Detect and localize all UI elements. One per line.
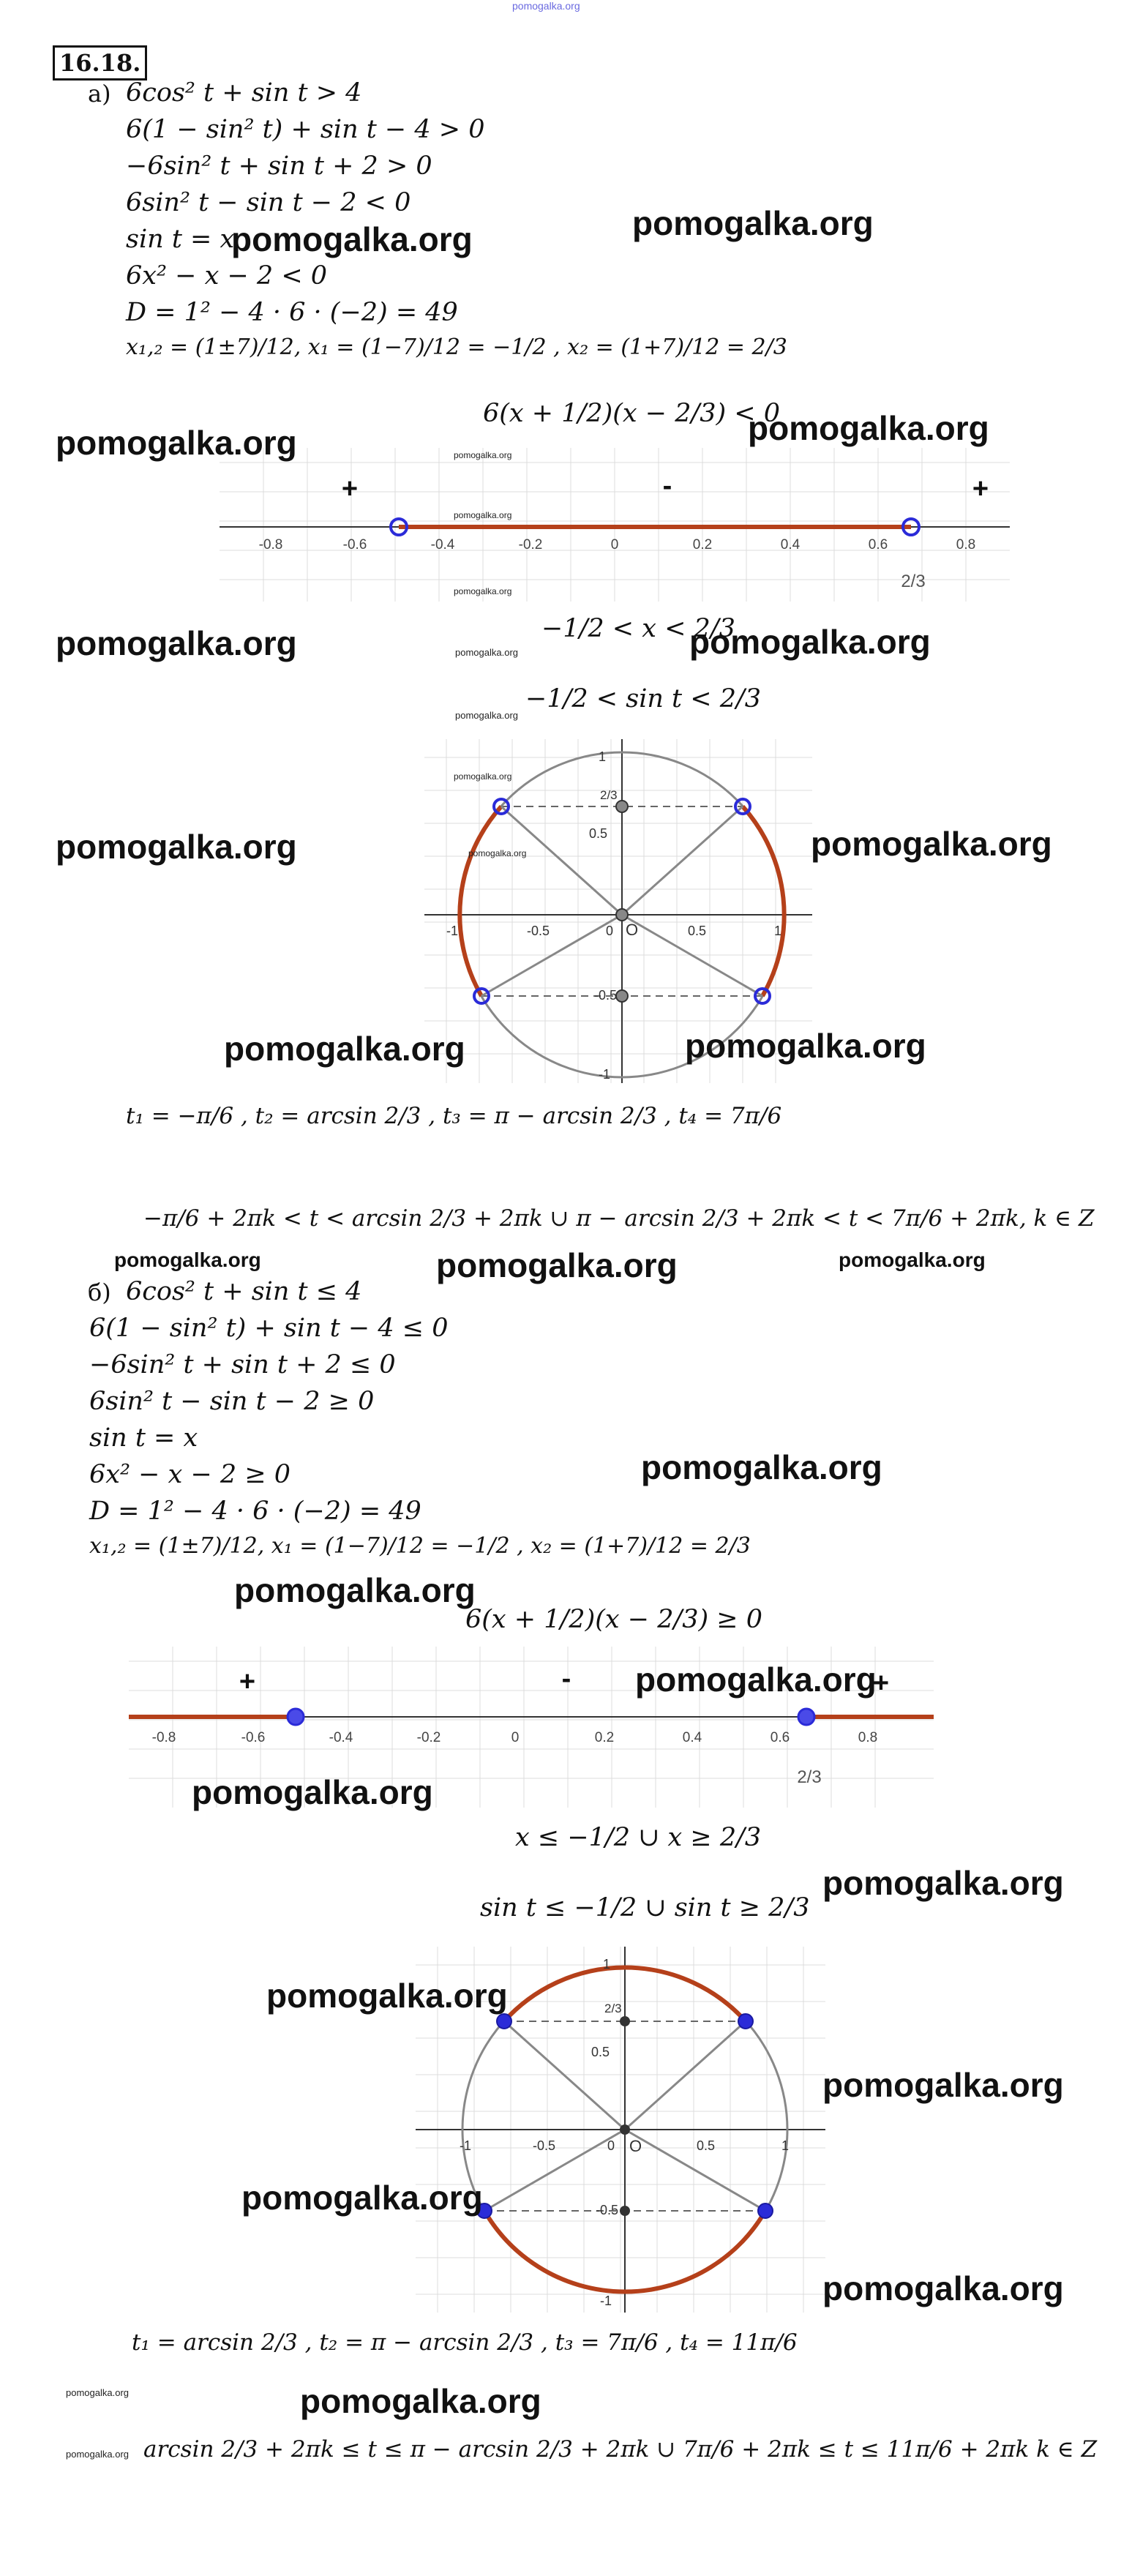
part-a-solution-x: −1/2 < x < 2/3 bbox=[541, 614, 735, 643]
part-b-answer: arcsin 2/3 + 2πk ≤ t ≤ π − arcsin 2/3 + 2πk ∪ 7π/6 + 2πk ≤ t ≤ 11π/6 + 2πk k ∈ Z bbox=[143, 2436, 1098, 2463]
svg-text:0.5: 0.5 bbox=[688, 924, 707, 938]
part-b-line-6: 6x² − x − 2 ≥ 0 bbox=[89, 1460, 291, 1489]
svg-text:2/3: 2/3 bbox=[604, 2002, 622, 2015]
svg-text:0.8: 0.8 bbox=[858, 1730, 878, 1745]
tick-label: -0.2 bbox=[518, 537, 543, 553]
watermark: pomogalka.org bbox=[689, 623, 931, 661]
tick-label: 0.6 bbox=[868, 537, 888, 553]
svg-text:+: + bbox=[872, 1668, 890, 1699]
tick-label: -0.4 bbox=[430, 537, 455, 553]
part-a-label: а) bbox=[88, 80, 111, 108]
part-a-line-4: 6sin² t − sin t − 2 < 0 bbox=[126, 188, 411, 217]
watermark: pomogalka.org bbox=[266, 1977, 508, 2015]
arc-solution bbox=[460, 806, 501, 996]
svg-text:0.6: 0.6 bbox=[770, 1730, 790, 1745]
closed-point-neg-half bbox=[288, 1709, 304, 1725]
svg-text:2/3: 2/3 bbox=[600, 788, 618, 802]
svg-text:pomogalka.org: pomogalka.org bbox=[468, 848, 527, 858]
watermark: pomogalka.org bbox=[822, 2269, 1064, 2307]
svg-text:+: + bbox=[239, 1666, 256, 1697]
watermark-small: pomogalka.org bbox=[454, 450, 512, 460]
sign-plus-right: + bbox=[972, 473, 989, 504]
watermark-small: pomogalka.org bbox=[455, 647, 518, 658]
svg-text:-1: -1 bbox=[446, 924, 459, 938]
svg-text:-0.5: -0.5 bbox=[533, 2138, 556, 2153]
watermark-small: pomogalka.org bbox=[455, 710, 518, 721]
watermark: pomogalka.org bbox=[224, 1030, 465, 1068]
watermark-small: pomogalka.org bbox=[454, 510, 512, 520]
part-b-line-8: x₁,₂ = (1±7)/12, x₁ = (1−7)/12 = −1/2 , x₂ = (1+7)/12 = 2/3 bbox=[89, 1533, 751, 1559]
watermark: pomogalka.org bbox=[748, 409, 989, 447]
watermark: pomogalka.org bbox=[632, 204, 874, 242]
svg-text:1: 1 bbox=[599, 749, 607, 764]
watermark-small: pomogalka.org bbox=[66, 2449, 129, 2460]
svg-text:-0.2: -0.2 bbox=[416, 1730, 441, 1745]
part-b-factored: 6(x + 1/2)(x − 2/3) ≥ 0 bbox=[465, 1605, 763, 1634]
svg-text:-1: -1 bbox=[600, 2294, 612, 2308]
svg-text:2/3: 2/3 bbox=[797, 1767, 822, 1787]
part-a-line-8: x₁,₂ = (1±7)/12, x₁ = (1−7)/12 = −1/2 , x₂ = (1+7)/12 = 2/3 bbox=[126, 334, 787, 360]
part-b-solution-x: x ≤ −1/2 ∪ x ≥ 2/3 bbox=[515, 1823, 762, 1852]
svg-text:0.5: 0.5 bbox=[697, 2138, 716, 2153]
svg-text:1: 1 bbox=[781, 2138, 790, 2153]
watermark: pomogalka.org bbox=[300, 2382, 541, 2420]
svg-text:1: 1 bbox=[774, 924, 782, 938]
part-a-t-values: t₁ = −π/6 , t₂ = arcsin 2/3 , t₃ = π − arcsin 2/3 , t₄ = 7π/6 bbox=[126, 1103, 782, 1129]
svg-text:0.2: 0.2 bbox=[594, 1730, 615, 1745]
tick-label: 0.2 bbox=[692, 537, 713, 553]
svg-text:-0.8: -0.8 bbox=[151, 1730, 176, 1745]
watermark: pomogalka.org bbox=[641, 1448, 882, 1486]
svg-text:0.5: 0.5 bbox=[589, 826, 608, 841]
part-b-line-3: −6sin² t + sin t + 2 ≤ 0 bbox=[89, 1350, 396, 1379]
watermark-small: pomogalka.org bbox=[66, 2387, 129, 2398]
part-b-line-1: 6cos² t + sin t ≤ 4 bbox=[126, 1277, 362, 1306]
svg-text:1: 1 bbox=[603, 1957, 611, 1972]
numberline-a bbox=[220, 448, 1010, 602]
part-a-factored: 6(x + 1/2)(x − 2/3) < 0 bbox=[483, 399, 781, 428]
tick-label: 0.4 bbox=[780, 537, 801, 553]
part-a-answer: −π/6 + 2πk < t < arcsin 2/3 + 2πk ∪ π − arcsin 2/3 + 2πk < t < 7π/6 + 2πk, k ∈ Z bbox=[143, 1205, 1095, 1232]
svg-text:0: 0 bbox=[607, 2138, 615, 2153]
closed-point-two-thirds bbox=[798, 1709, 814, 1725]
watermark: pomogalka.org bbox=[114, 1248, 261, 1271]
watermark: pomogalka.org bbox=[234, 1571, 476, 1609]
part-b-line-2: 6(1 − sin² t) + sin t − 4 ≤ 0 bbox=[89, 1314, 449, 1343]
frac-label: 2/3 bbox=[901, 572, 926, 591]
site-link[interactable]: pomogalka.org bbox=[512, 0, 580, 12]
svg-text:0.4: 0.4 bbox=[682, 1730, 702, 1745]
tick-label: 0.8 bbox=[956, 537, 976, 553]
watermark: pomogalka.org bbox=[231, 220, 473, 258]
svg-text:0: 0 bbox=[511, 1730, 520, 1745]
part-a-line-7: D = 1² − 4 · 6 · (−2) = 49 bbox=[126, 298, 458, 327]
svg-text:O: O bbox=[626, 921, 639, 939]
svg-text:-0.5: -0.5 bbox=[527, 924, 550, 938]
part-b-label: б) bbox=[88, 1278, 111, 1306]
watermark: pomogalka.org bbox=[822, 2066, 1064, 2104]
arc-solution bbox=[743, 806, 784, 996]
part-b-solution-sin: sin t ≤ −1/2 ∪ sin t ≥ 2/3 bbox=[480, 1893, 810, 1922]
svg-text:O: O bbox=[629, 2137, 642, 2155]
svg-text:-1: -1 bbox=[599, 1067, 611, 1082]
sign-plus-left: + bbox=[341, 473, 359, 504]
tick-label: -0.6 bbox=[342, 537, 367, 553]
svg-text:-0.4: -0.4 bbox=[329, 1730, 353, 1745]
svg-text:-0.5: -0.5 bbox=[594, 988, 618, 1003]
part-a-line-3: −6sin² t + sin t + 2 > 0 bbox=[126, 151, 432, 181]
watermark: pomogalka.org bbox=[822, 1864, 1064, 1902]
svg-text:-0.6: -0.6 bbox=[241, 1730, 266, 1745]
watermark-small: pomogalka.org bbox=[454, 586, 512, 596]
tick-label: -0.8 bbox=[258, 537, 283, 553]
part-b-t-values: t₁ = arcsin 2/3 , t₂ = π − arcsin 2/3 , t₃ = 7π/6 , t₄ = 11π/6 bbox=[132, 2329, 798, 2356]
watermark: pomogalka.org bbox=[839, 1248, 986, 1271]
svg-text:-0.5: -0.5 bbox=[596, 2203, 619, 2217]
watermark: pomogalka.org bbox=[241, 2179, 483, 2217]
part-a-line-6: 6x² − x − 2 < 0 bbox=[126, 261, 328, 291]
watermark: pomogalka.org bbox=[436, 1246, 678, 1284]
part-a-line-5: sin t = x bbox=[126, 225, 235, 254]
part-b-line-4: 6sin² t − sin t − 2 ≥ 0 bbox=[89, 1387, 375, 1416]
svg-text:pomogalka.org: pomogalka.org bbox=[454, 771, 512, 782]
part-b-line-7: D = 1² − 4 · 6 · (−2) = 49 bbox=[89, 1497, 421, 1526]
part-a-line-1: 6cos² t + sin t > 4 bbox=[126, 78, 362, 108]
part-b-line-5: sin t = x bbox=[89, 1423, 198, 1453]
watermark: pomogalka.org bbox=[685, 1027, 926, 1065]
watermark: pomogalka.org bbox=[635, 1660, 877, 1699]
watermark: pomogalka.org bbox=[192, 1773, 433, 1811]
svg-text:-1: -1 bbox=[460, 2138, 472, 2153]
part-a-line-2: 6(1 − sin² t) + sin t − 4 > 0 bbox=[126, 115, 485, 144]
svg-text:0.5: 0.5 bbox=[591, 2045, 610, 2059]
problem-number: 16.18. bbox=[53, 45, 147, 80]
watermark: pomogalka.org bbox=[56, 624, 297, 662]
svg-text:-: - bbox=[561, 1663, 571, 1694]
svg-text:0: 0 bbox=[606, 924, 614, 938]
tick-label: 0 bbox=[610, 537, 619, 553]
watermark: pomogalka.org bbox=[56, 828, 297, 866]
part-a-solution-sin: −1/2 < sin t < 2/3 bbox=[525, 684, 762, 714]
watermark: pomogalka.org bbox=[56, 424, 297, 462]
watermark: pomogalka.org bbox=[811, 825, 1052, 863]
sign-minus: - bbox=[662, 471, 672, 501]
